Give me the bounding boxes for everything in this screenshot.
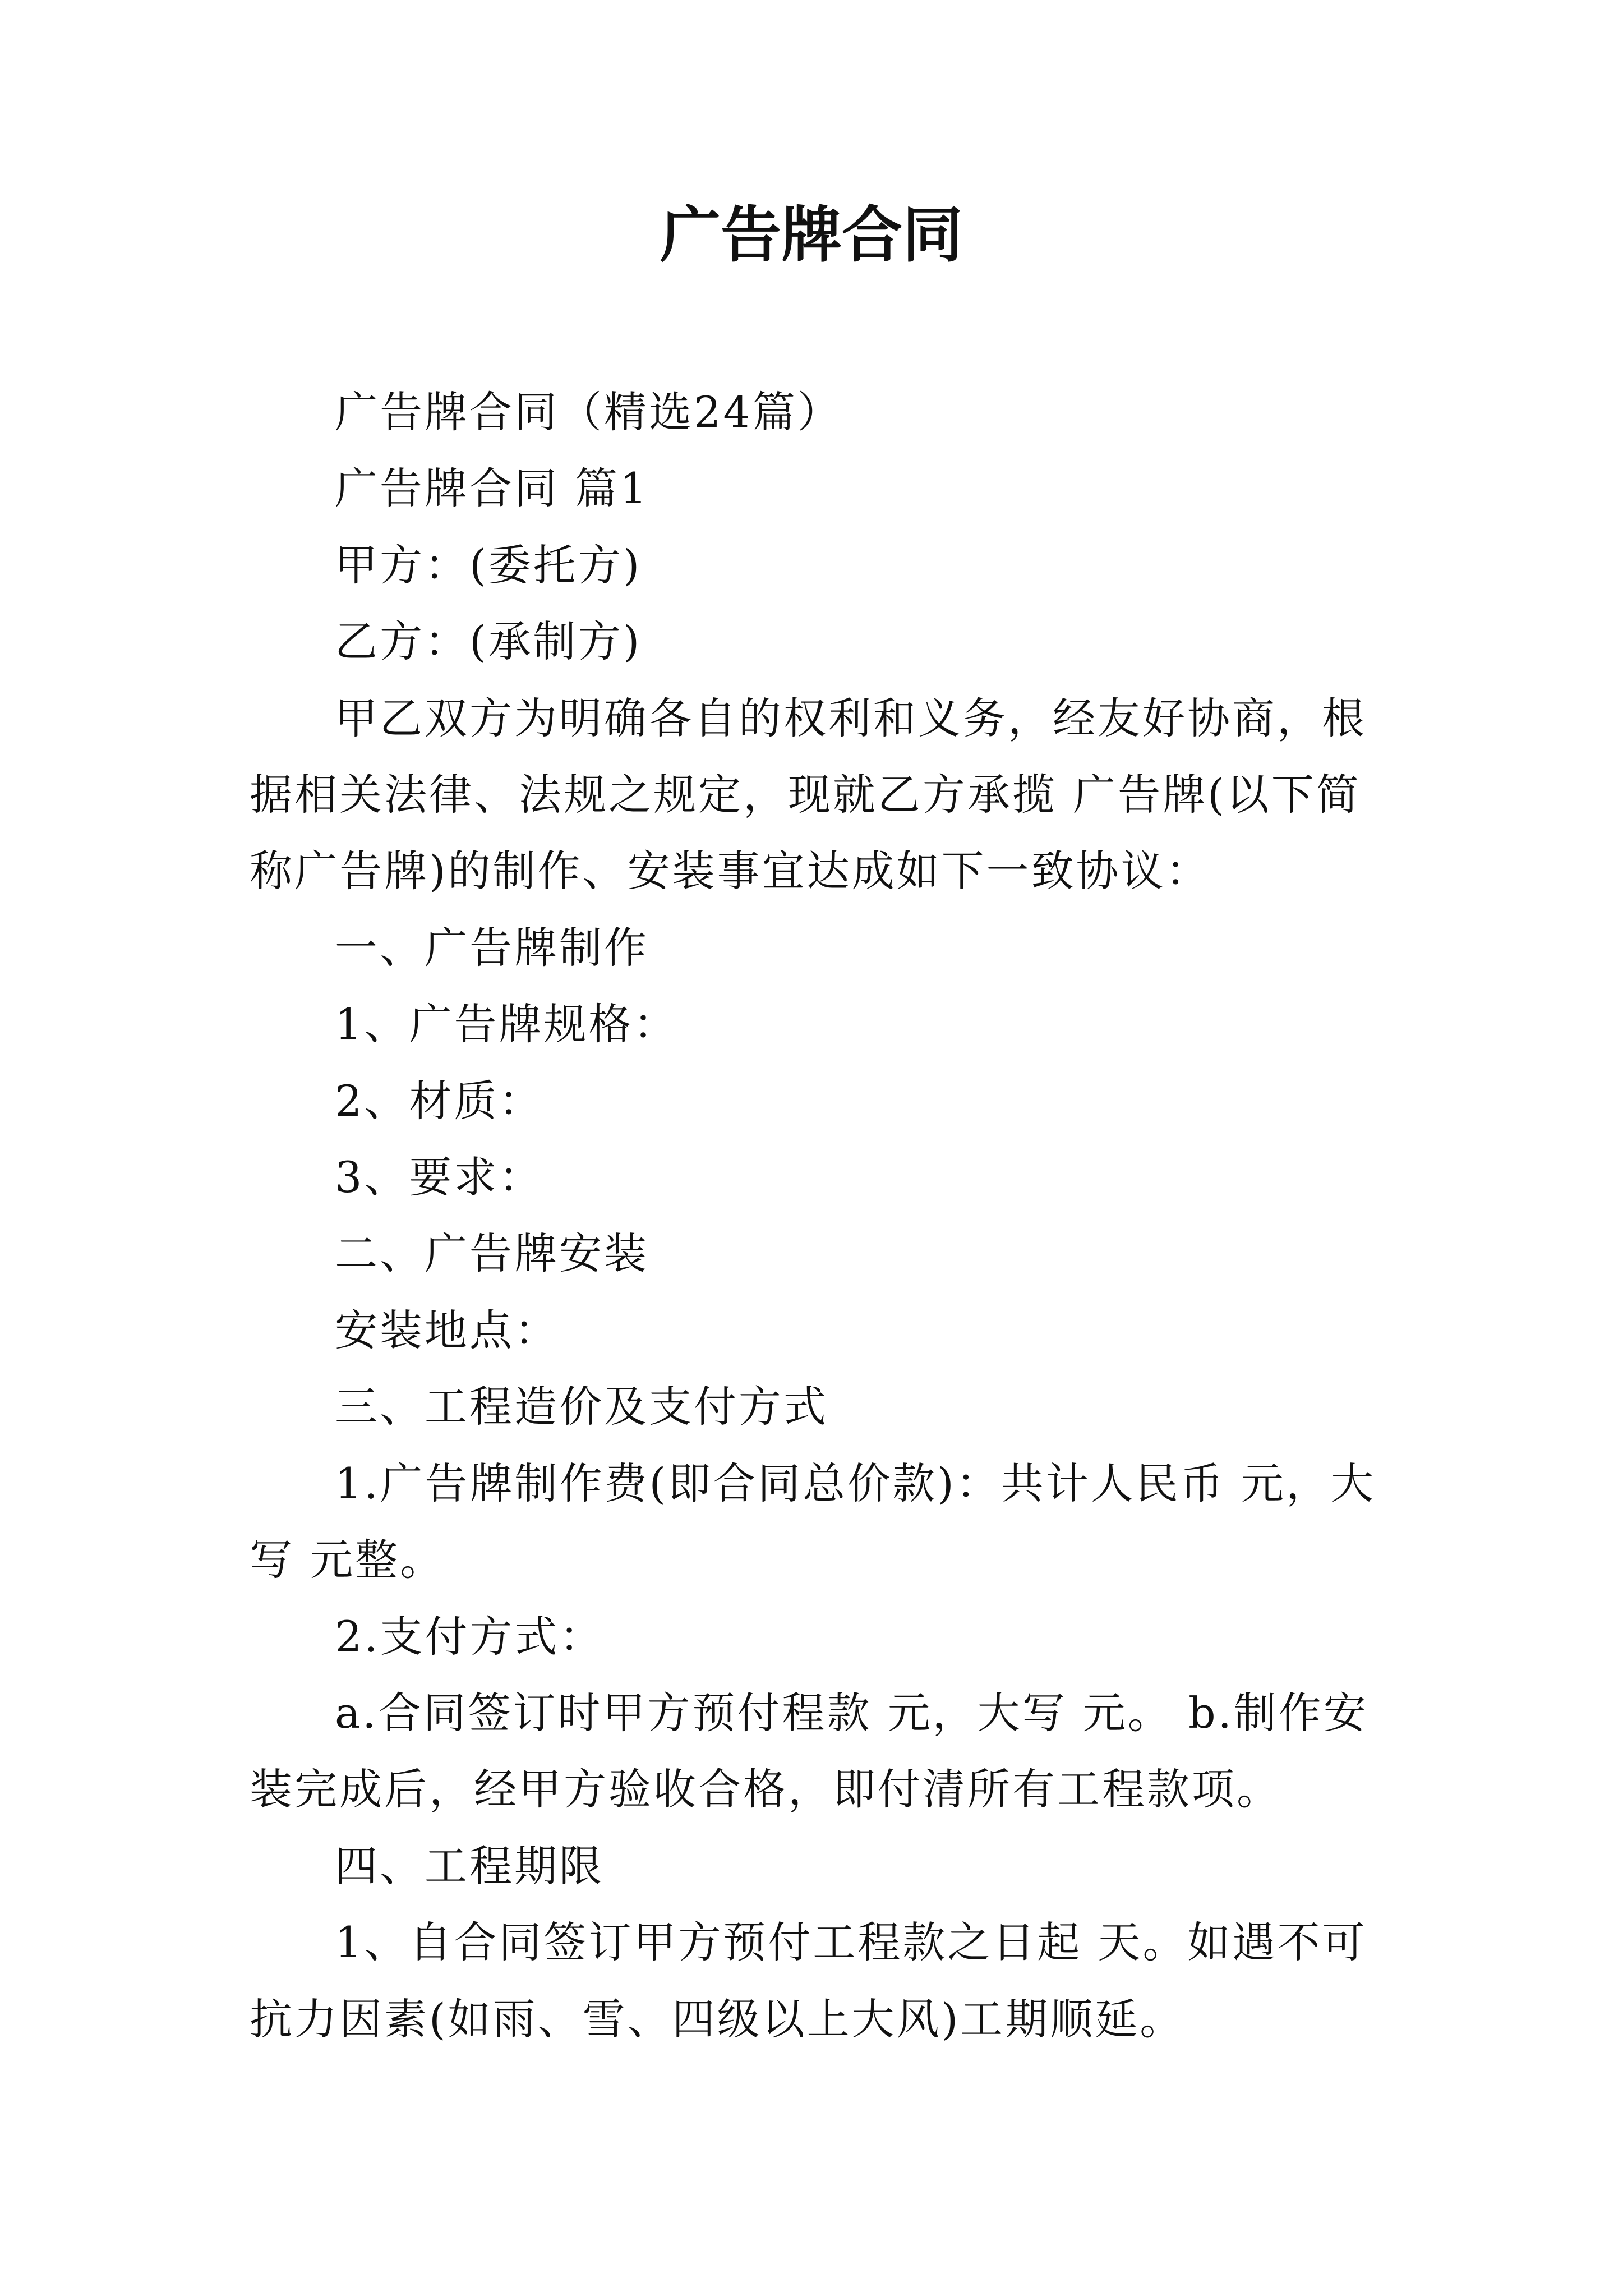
- paragraph-section-title: 广告牌合同 篇1: [335, 463, 649, 514]
- item-payment-method: 2.支付方式：: [335, 1611, 605, 1662]
- item-production-fee: 1.广告牌制作费(即合同总价款)：共计人民币 元，大写 元整。: [250, 1458, 1376, 1585]
- heading-billboard-production: 一、广告牌制作: [335, 922, 649, 973]
- item-specification: 1、广告牌规格：: [335, 999, 679, 1050]
- item-project-term: 1、自合同签订甲方预付工程款之日起 天。如遇不可抗力因素(如雨、雪、四级以上大风)工期顺延。: [250, 1917, 1367, 2044]
- item-requirements: 3、要求：: [335, 1152, 544, 1203]
- item-material: 2、材质：: [335, 1075, 544, 1126]
- paragraph-party-a: 甲方：(委托方): [335, 540, 642, 590]
- item-payment-terms: a.合同签订时甲方预付程款 元，大写 元。 b.制作安装完成后，经甲方验收合格，即付清所有工程款项。: [250, 1687, 1368, 1815]
- heading-project-term: 四、工程期限: [335, 1841, 604, 1891]
- paragraph-collection-title: 广告牌合同（精选24篇）: [335, 387, 842, 437]
- heading-cost-payment: 三、工程造价及支付方式: [335, 1382, 828, 1432]
- item-install-location: 安装地点：: [335, 1305, 559, 1355]
- document-body: [250, 374, 1385, 2058]
- document-title: 广告牌合同: [660, 200, 963, 270]
- paragraph-party-b: 乙方：(承制方): [335, 616, 642, 667]
- heading-billboard-installation: 二、广告牌安装: [335, 1228, 649, 1279]
- paragraph-preamble: 甲乙双方为明确各自的权利和义务，经友好协商，根据相关法律、法规之规定，现就乙方承揽 广告牌(以下简称广告牌)的制作、安装事宜达成如下一致协议：: [250, 693, 1367, 896]
